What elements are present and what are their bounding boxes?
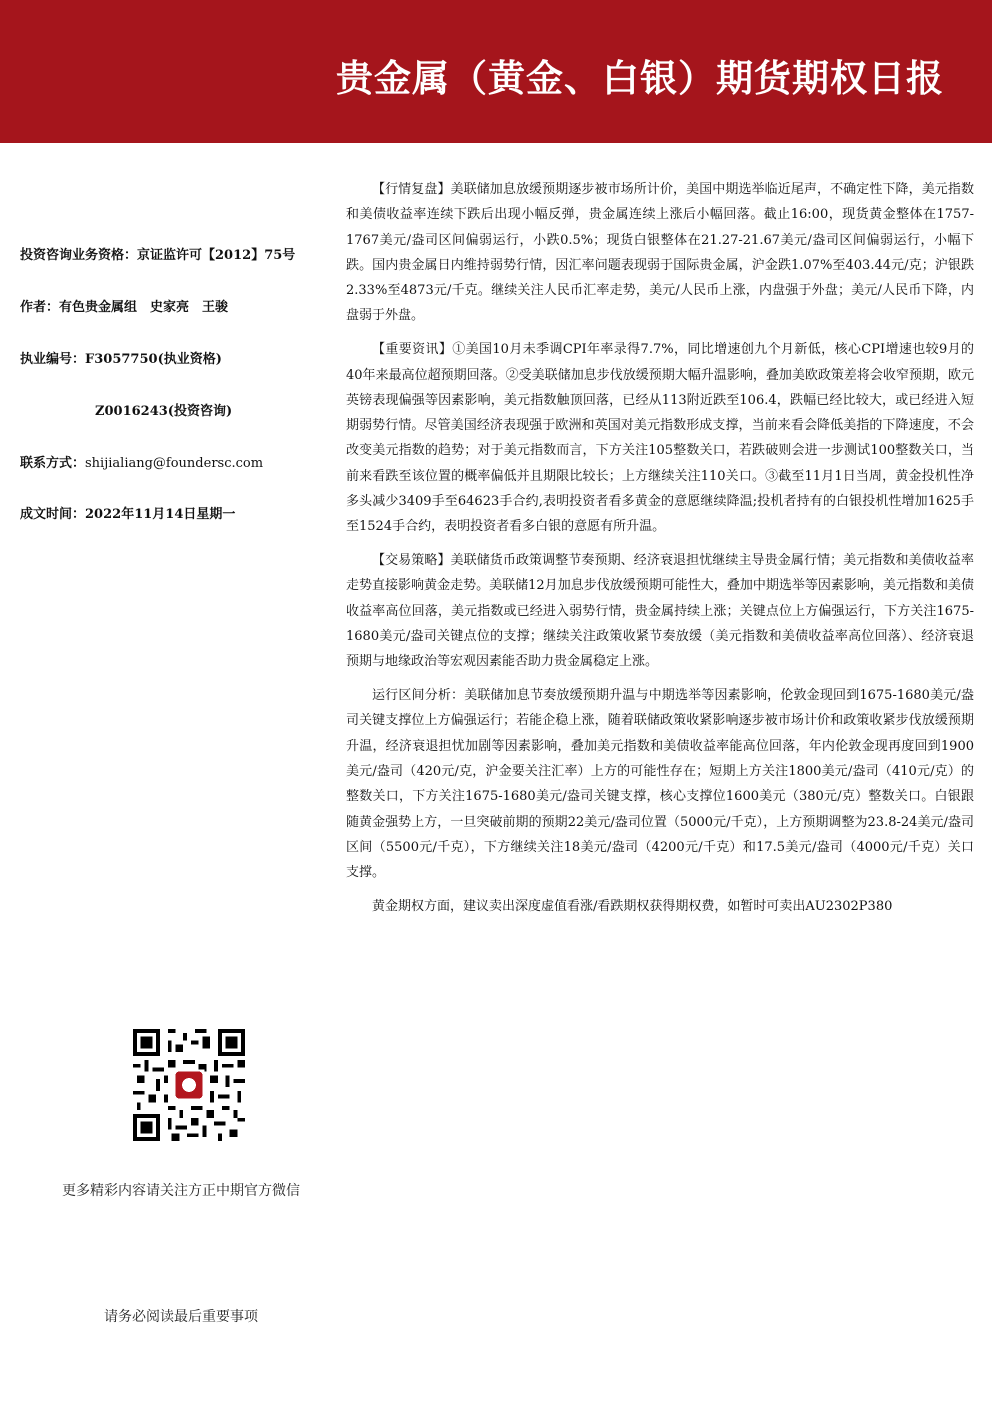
author-row [20,296,228,315]
paragraph-text: 美联储货币政策调整节奏预期、经济衰退担忧继续主导贵金属行情；美元指数和美债收益率走势直接影响黄金走势。美联储12月加息步伐放缓预期可能性大，叠加中期选举等因素影响，美元指数和美债收益率高位回落，美元指数或已经进入弱势行情，贵金属持续上涨；关键点位上方偏强运行，下方关注1675-1680美元/盎司关键点位的支撑；继续关注政策收紧节奏放缓（美元指数和美债收益率高位回落）、经济衰退预期与地缘政治等宏观因素能否助力贵金属稳定上涨。 [346,553,974,670]
qualification-label: 投资咨询业务资格： [20,248,138,263]
author-value: 有色贵金属组 史家亮 王骏 [59,300,229,315]
wechat-qr-code [133,1029,245,1141]
qr-caption: 更多精彩内容请关注方正中期官方微信 [62,1183,300,1199]
paragraph-key-news [346,337,974,539]
reading-notice: 请务必阅读最后重要事项 [104,1309,258,1325]
contact-email[interactable]: shijialiang@foundersc.com [85,456,264,471]
author-label: 作者： [20,300,60,315]
paragraph-trading-strategy [346,548,974,674]
license-row-2 [95,400,232,419]
paragraph-market-review [346,177,974,329]
date-value: 2022年11月14日星期一 [85,507,236,522]
paragraph-range-analysis [346,683,974,885]
section-tag: 【交易策略】 [372,553,451,569]
header-banner [0,0,992,143]
license-row [20,348,222,367]
report-title: 贵金属（黄金、白银）期货期权日报 [336,57,944,100]
date-row [20,503,235,522]
paragraph-text: 美联储加息放缓预期逐步被市场所计价，美国中期选举临近尾声，不确定性下降，美元指数和美债收益率连续下跌后出现小幅反弹，贵金属连续上涨后小幅回落。截止16:00，现货黄金整体在1757-1767美元/盎司区间偏弱运行，小跌0.5%；现货白银整体在21.27-21.67美元/盎司区间偏弱运行，小幅下跌。国内贵金属日内维持弱势行情，因汇率问题表现弱于国际贵金属，沪金跌1.07%至403.44元/克；沪银跌2.33%至4873元/千克。继续关注人民币汇率走势，美元/人民币上涨，内盘强于外盘；美元/人民币下降，内盘弱于外盘。 [346,182,974,324]
qualification-value: 京证监许可【2012】75号 [137,248,296,263]
qualification-row [20,244,295,263]
paragraph-text: 黄金期权方面，建议卖出深度虚值看涨/看跌期权获得期权费，如暂时可卖出AU2302P380 [372,899,893,915]
contact-label: 联系方式： [20,456,86,471]
section-tag: 【行情复盘】 [372,182,451,197]
license-label: 执业编号： [20,352,86,367]
paragraph-text: ①美国10月未季调CPI年率录得7.7%，同比增速创九个月新低，核心CPI增速也较9月的40年来最高位超预期回落。②受美联储加息步伐放缓预期大幅升温影响，叠加美欧政策差将会收窄预期，欧元英镑表现偏强等因素影响，美元指数触顶回落，已经从113附近跌至106.4，跌幅已经比较大，或已经进入短期弱势行情。尽管美国经济表现强于欧洲和英国对美元指数形成支撑，当前来看会降低美指的下降速度，不会改变美元指数的趋势；对于美元指数而言，下方关注105整数关口，若跌破则会进一步测试100整数关口，当前来看跌至该位置的概率偏低并且期限比较长；上方继续关注110关口。③截至11月1日当周，黄金投机性净多头减少3409手至64623手合约,表明投资者看多黄金的意愿继续降温;投机者持有的白银投机性增加1625手至1524手合约，表明投资者看多白银的意愿有所升温。 [346,342,974,535]
contact-row [20,452,263,471]
date-label: 成文时间： [20,507,86,522]
license-value-2: Z0016243(投资咨询) [95,404,233,419]
license-value-1: F3057750(执业资格) [85,352,222,367]
paragraph-text: 运行区间分析：美联储加息节奏放缓预期升温与中期选举等因素影响，伦敦金现回到1675-1680美元/盎司关键支撑位上方偏强运行；若能企稳上涨，随着联储政策收紧影响逐步被市场计价和政策收紧步伐放缓预期升温，经济衰退担忧加剧等因素影响，叠加美元指数和美债收益率能高位回落，年内伦敦金现再度回到1900美元/盎司（420元/克，沪金要关注汇率）上方的可能性存在；短期上方关注1800美元/盎司（410元/克）的整数关口，下方关注1675-1680美元/盎司关键支撑，核心支撑位1600美元（380元/克）整数关口。白银跟随黄金强势上方，一旦突破前期的预期22美元/盎司位置（5000元/千克），上方预期调整为23.8-24美元/盎司区间（5500元/千克），下方继续关注18美元/盎司（4200元/千克）和17.5美元/盎司（4000元/千克）关口支撑。 [346,688,974,881]
section-tag: 【重要资讯】 [372,342,453,358]
report-body [346,177,974,928]
paragraph-gold-options [346,894,974,919]
